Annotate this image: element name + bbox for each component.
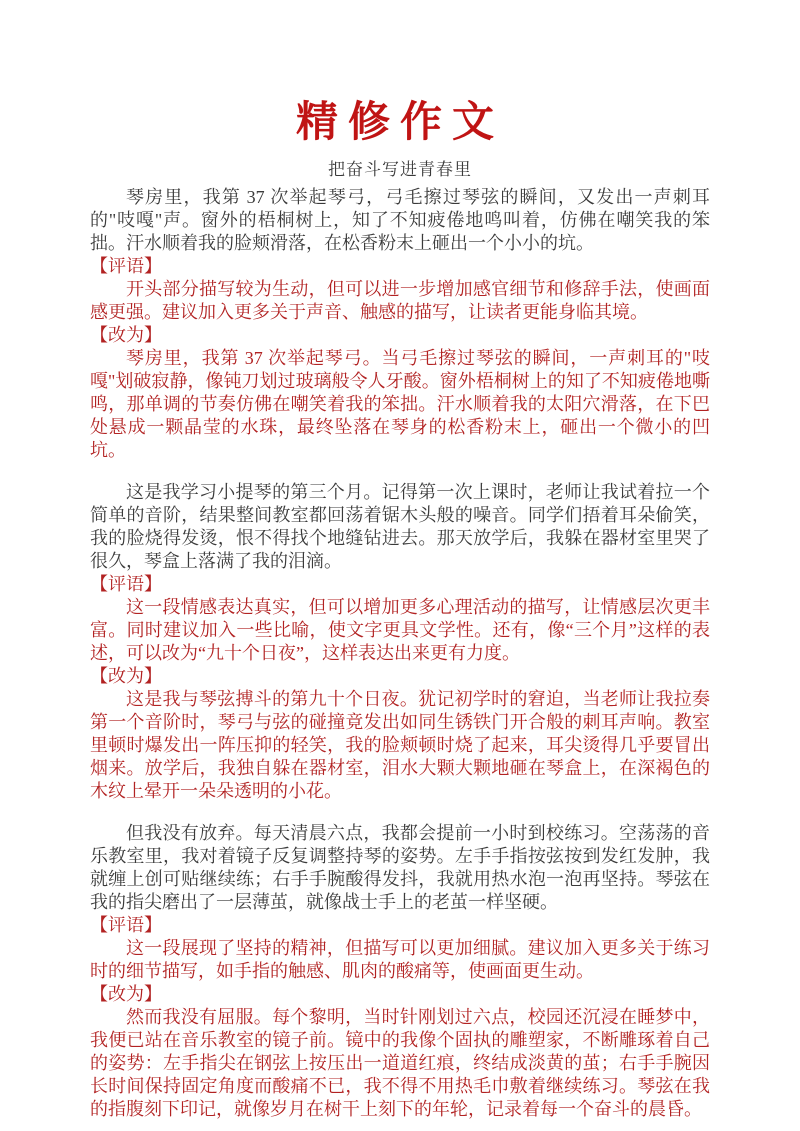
- rewrite-label-3: 【改为】: [90, 984, 162, 1004]
- comment-label-3: 【评语】: [90, 915, 162, 935]
- original-paragraph-3: 但我没有放弃。每天清晨六点，我都会提前一小时到校练习。空荡荡的音乐教室里，我对着镜子反复调整持琴的姿势。左手手指按弦按到发红发肿，我就缠上创可贴继续练；右手手腕酸得发抖，我就用热水泡一泡再坚持。琴弦在我的指尖磨出了一层薄茧，就像战士手上的老茧一样坚硬。: [90, 823, 710, 912]
- document-page: [0, 100, 800, 1131]
- rewrite-text-1: 琴房里，我第 37 次举起琴弓。当弓毛擦过琴弦的瞬间，一声刺耳的"吱嘎"划破寂静，像钝刀划过玻璃般令人牙酸。窗外梧桐树上的知了不知疲倦地嘶鸣，那单调的节奏仿佛在嘲笑着我的笨拙。汗水顺着我的太阳穴滑落，在下巴处悬成一颗晶莹的水珠，最终坠落在琴身的松香粉末上，砸出一个微小的凹坑。: [90, 348, 710, 460]
- essay-title: 把奋斗写进青春里: [328, 160, 472, 179]
- comment-label-1: 【评语】: [90, 256, 162, 276]
- comment-text-1: 开头部分描写较为生动，但可以进一步增加感官细节和修辞手法，使画面感更强。建议加入更多关于声音、触感的描写，让读者更能身临其境。: [90, 279, 710, 322]
- comment-text-2: 这一段情感表达真实，但可以增加更多心理活动的描写，让情感层次更丰富。同时建议加入一些比喻，使文字更具文学性。还有，像“三个月”这样的表述，可以改为“九十个日夜”，这样表达出来更有力度。: [90, 597, 710, 663]
- essay-content: [90, 186, 710, 1121]
- comment-text-3: 这一段展现了坚持的精神，但描写可以更加细腻。建议加入更多关于练习时的细节描写，如手指的触感、肌肉的酸痛等，使画面更生动。: [90, 938, 710, 981]
- rewrite-text-2: 这是我与琴弦搏斗的第九十个日夜。犹记初学时的窘迫，当老师让我拉奏第一个音阶时，琴弓与弦的碰撞竟发出如同生锈铁门开合般的刺耳声响。教室里顿时爆发出一阵压抑的轻笑，我的脸颊顿时烧了起来，耳尖烫得几乎要冒出烟来。放学后，我独自躲在器材室，泪水大颗大颗地砸在琴盒上，在深褐色的木纹上晕开一朵朵透明的小花。: [90, 689, 710, 801]
- original-paragraph-1: 琴房里，我第 37 次举起琴弓，弓毛擦过琴弦的瞬间，又发出一声刺耳的"吱嘎"声。窗外的梧桐树上，知了不知疲倦地鸣叫着，仿佛在嘲笑我的笨拙。汗水顺着我的脸颊滑落，在松香粉末上砸出一个小小的坑。: [90, 187, 710, 253]
- rewrite-text-3: 然而我没有屈服。每个黎明，当时针刚划过六点，校园还沉浸在睡梦中，我便已站在音乐教室的镜子前。镜中的我像个固执的雕塑家，不断雕琢着自己的姿势：左手指尖在钢弦上按压出一道道红痕，终结成淡黄的茧；右手手腕因长时间保持固定角度而酸痛不已，我不得不用热毛巾敷着继续练习。琴弦在我的指腹刻下印记，就像岁月在树干上刻下的年轮，记录着每一个奋斗的晨昏。: [90, 1007, 710, 1119]
- rewrite-label-1: 【改为】: [90, 325, 162, 345]
- comment-label-2: 【评语】: [90, 574, 162, 594]
- original-paragraph-2: 这是我学习小提琴的第三个月。记得第一次上课时，老师让我试着拉一个简单的音阶，结果整间教室都回荡着锯木头般的噪音。同学们捂着耳朵偷笑，我的脸烧得发烫，恨不得找个地缝钻进去。那天放学后，我躲在器材室里哭了很久，琴盒上落满了我的泪滴。: [90, 482, 710, 571]
- rewrite-label-2: 【改为】: [90, 666, 162, 686]
- document-title: 精修作文: [295, 100, 504, 146]
